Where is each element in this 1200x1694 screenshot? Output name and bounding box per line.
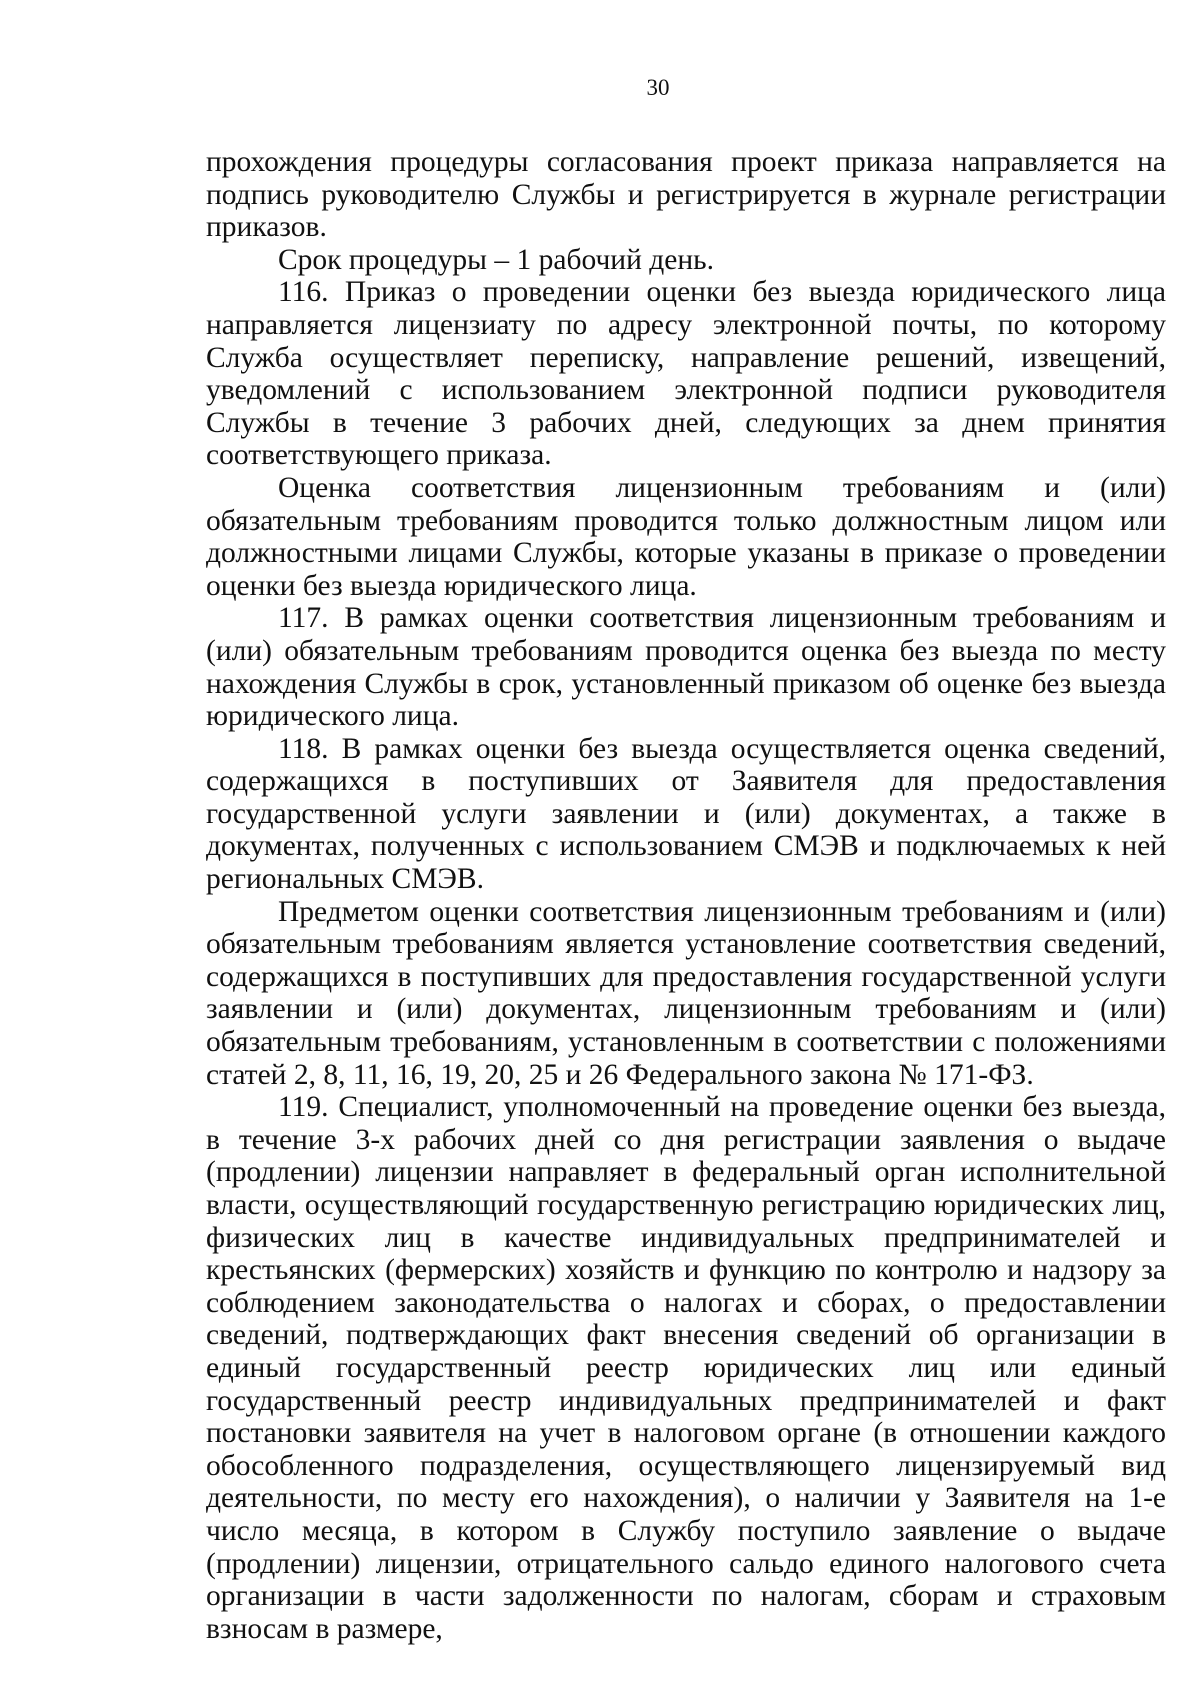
paragraph-procedure-term: Срок процедуры – 1 рабочий день. [278, 243, 714, 276]
paragraph-assessment-subject: Предметом оценки соответствия лицензионным требованиям и (или) обязательным требованиям является установление соответствия сведений, содержащихся в поступивших для предоставления государственной услуги заявлении и (или) документах, лицензионным требованиям и (или) обязательным требованиям, установленным в соответствии с положениями статей 2, 8, 11, 16, 19, 20, 25 и 26 Федерального закона № 171-ФЗ. [206, 895, 1166, 1091]
paragraph-continuation: прохождения процедуры согласования проект приказа направляется на подпись руководителю Службы и регистрируется в журнале регистрации приказов. [206, 146, 1166, 244]
paragraph-assessment-officials: Оценка соответствия лицензионным требованиям и (или) обязательным требованиям проводится только должностным лицом или должностными лицами Службы, которые указаны в приказе о проведении оценки без выезда юридического лица. [206, 471, 1166, 602]
paragraph-117: 117. В рамках оценки соответствия лицензионным требованиям и (или) обязательным требованиям проводится оценка без выезда по месту нахождения Службы в срок, установленный приказом об оценке без выезда юридического лица. [206, 602, 1166, 733]
paragraph-116: 116. Приказ о проведении оценки без выезда юридического лица направляется лицензиату по адресу электронной почты, по которому Служба осуществляет переписку, направление решений, извещений, уведомлений с использованием электронной подписи руководителя Службы в течение 3 рабочих дней, следующих за днем принятия соответствующего приказа. [206, 276, 1166, 472]
page-number: 30 [646, 75, 670, 100]
paragraph-118: 118. В рамках оценки без выезда осуществляется оценка сведений, содержащихся в поступивших от Заявителя для предоставления государственной услуги заявлении и (или) документах, а также в документах, полученных с использованием СМЭВ и подключаемых к ней региональных СМЭВ. [206, 732, 1166, 896]
document-body [206, 146, 1166, 1645]
paragraph-119: 119. Специалист, уполномоченный на проведение оценки без выезда, в течение 3-х рабочих дней со дня регистрации заявления о выдаче (продлении) лицензии направляет в федеральный орган исполнительной власти, осуществляющий государственную регистрацию юридических лиц, физических лиц в качестве индивидуальных предпринимателей и крестьянских (фермерских) хозяйств и функцию по контролю и надзору за соблюдением законодательства о налогах и сборах, о предоставлении сведений, подтверждающих факт внесения сведений об организации в единый государственный реестр юридических лиц или единый государственный реестр индивидуальных предпринимателей и факт постановки заявителя на учет в налоговом органе (в отношении каждого обособленного подразделения, осуществляющего лицензируемый вид деятельности, по месту его нахождения), о наличии у Заявителя на 1-е число месяца, в котором в Службу поступило заявление о выдаче (продлении) лицензии, отрицательного сальдо единого налогового счета организации в части задолженности по налогам, сборам и страховым взносам в размере, [206, 1091, 1166, 1645]
